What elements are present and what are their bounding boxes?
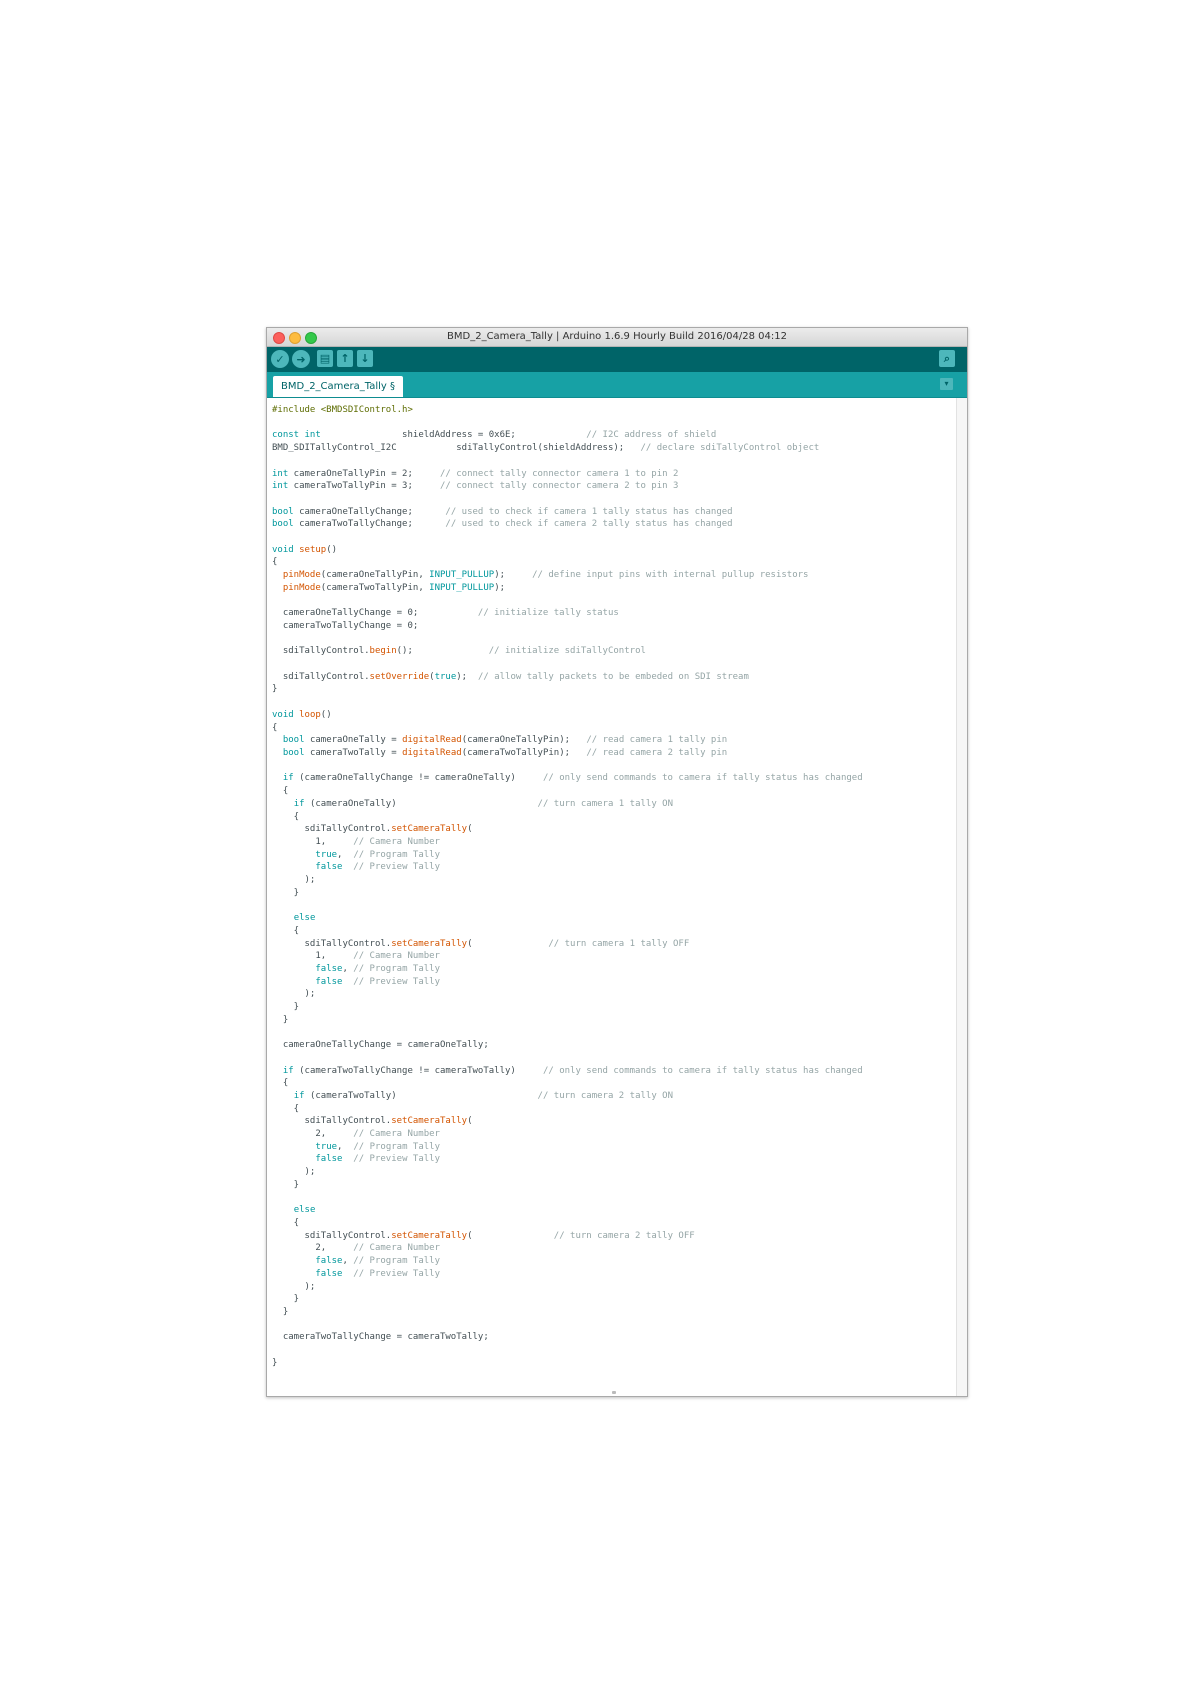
code-token: false <box>315 963 343 974</box>
window-title: BMD_2_Camera_Tally | Arduino 1.6.9 Hourly Build 2016/04/28 04:12 <box>447 331 787 342</box>
code-line <box>272 888 299 898</box>
upload-button[interactable] <box>292 350 310 368</box>
code-token: else <box>293 913 316 924</box>
code-token: cameraOneTallyPin = 2; <box>288 468 440 479</box>
code-token: cameraOneTally = <box>304 735 403 746</box>
code-line <box>272 1218 299 1228</box>
code-line <box>272 989 315 999</box>
code-token <box>272 799 294 809</box>
code-line <box>272 786 288 796</box>
code-token: // initialize tally status <box>477 608 619 619</box>
code-line <box>272 1205 315 1215</box>
code-token: { <box>272 925 300 936</box>
toolbar <box>267 347 967 372</box>
code-token: , <box>337 1141 354 1152</box>
code-token <box>272 1269 315 1279</box>
code-token <box>272 748 283 758</box>
code-token: const int <box>272 430 321 441</box>
code-line <box>272 519 733 529</box>
new-file-icon: ▤ <box>319 352 331 365</box>
code-token: // allow tally packets to be embeded on SDI stream <box>477 671 749 682</box>
code-token: digitalRead <box>402 747 462 758</box>
code-line <box>272 875 315 885</box>
code-line <box>272 1294 299 1304</box>
code-editor[interactable] <box>267 398 957 1396</box>
code-token: 2, <box>272 1243 354 1254</box>
code-token: } <box>272 1179 300 1190</box>
open-up-icon: ↑ <box>340 352 350 365</box>
code-token: false <box>315 1154 343 1165</box>
code-token: (cameraTwoTallyChange != cameraTwoTally) <box>293 1065 543 1076</box>
code-token: sdiTallyControl. <box>272 938 392 949</box>
code-token: ); <box>272 1281 316 1292</box>
code-token: cameraTwoTallyChange = 0; <box>272 620 419 631</box>
code-token: { <box>272 811 300 822</box>
code-token: sdiTallyControl. <box>272 671 370 682</box>
code-line <box>272 608 619 618</box>
code-line <box>272 481 678 491</box>
code-token: () <box>320 709 332 720</box>
code-line <box>272 723 277 733</box>
code-token: 1, <box>272 951 354 962</box>
code-token: sdiTallyControl. <box>272 824 392 835</box>
code-token: cameraTwoTally = <box>304 747 403 758</box>
code-line <box>272 748 727 758</box>
code-line <box>272 1243 440 1253</box>
tab-bar <box>267 372 967 398</box>
code-token: // Preview Tally <box>353 1268 440 1279</box>
code-line <box>272 1116 473 1126</box>
code-token: // Preview Tally <box>353 976 440 987</box>
code-line <box>272 1015 288 1025</box>
code-token: (); <box>396 646 489 657</box>
code-token: ( <box>467 1230 554 1241</box>
code-line <box>272 799 673 809</box>
code-token: int <box>272 468 289 479</box>
code-token: false <box>315 1256 343 1267</box>
arrow-right-icon: ➜ <box>296 352 306 366</box>
open-sketch-button[interactable] <box>337 350 353 367</box>
code-line <box>272 1269 440 1279</box>
code-line <box>272 646 646 656</box>
code-line <box>272 1154 440 1164</box>
check-icon: ✓ <box>275 352 285 366</box>
code-token: setCameraTally <box>391 824 468 835</box>
code-token <box>272 1154 315 1164</box>
code-token: (cameraOneTallyPin); <box>461 735 587 746</box>
code-token: true <box>315 849 338 860</box>
code-line <box>272 1040 489 1050</box>
verify-button[interactable] <box>271 350 289 368</box>
code-token: { <box>272 722 278 733</box>
code-line <box>272 1104 299 1114</box>
code-token: } <box>272 1014 289 1025</box>
code-token: ); <box>494 582 506 593</box>
code-token: ( <box>467 1116 473 1127</box>
code-token: { <box>272 786 289 797</box>
code-token: #include <BMDSDIControl.h> <box>272 405 413 415</box>
code-line <box>272 964 440 974</box>
code-line <box>272 773 863 783</box>
code-token: // used to check if camera 1 tally status has changed <box>445 506 733 517</box>
code-token: (cameraOneTallyChange != cameraOneTally) <box>293 773 543 784</box>
code-token: // turn camera 2 tally OFF <box>553 1230 695 1241</box>
code-token: // Program Tally <box>353 963 440 974</box>
code-token: if <box>282 1065 294 1076</box>
code-line <box>272 1078 288 1088</box>
tab-menu-dropdown[interactable] <box>940 378 953 390</box>
code-token: { <box>272 557 278 568</box>
code-token <box>272 570 283 580</box>
code-token: INPUT_PULLUP <box>429 570 495 581</box>
code-line <box>272 837 440 847</box>
code-token: bool <box>282 735 305 746</box>
code-token <box>272 735 283 745</box>
code-line <box>272 1282 315 1292</box>
code-line <box>272 850 440 860</box>
code-token: 1, <box>272 836 354 847</box>
code-line <box>272 1332 489 1342</box>
code-token: (cameraTwoTallyPin); <box>461 747 587 758</box>
code-token: shieldAddress = 0x6E; <box>320 430 587 441</box>
code-token: } <box>272 1306 289 1317</box>
code-token: ( <box>467 938 549 949</box>
code-token: false <box>315 862 343 873</box>
code-token: () <box>326 544 338 555</box>
arduino-ide-window <box>266 327 968 1397</box>
code-token: ); <box>494 570 533 581</box>
code-token: , <box>342 963 354 974</box>
code-token: // only send commands to camera if tally status has changed <box>542 773 863 784</box>
code-line <box>272 583 505 593</box>
code-token <box>272 1091 294 1101</box>
code-token: } <box>272 684 278 695</box>
title-bar <box>267 328 967 347</box>
code-token: // read camera 2 tally pin <box>586 747 728 758</box>
code-token <box>272 1256 315 1266</box>
code-token: true <box>434 671 457 682</box>
code-token: // Camera Number <box>353 1243 440 1254</box>
code-token: // Program Tally <box>353 849 441 860</box>
code-line <box>272 1307 288 1317</box>
code-line <box>272 507 733 517</box>
code-token: } <box>272 887 300 898</box>
code-line <box>272 405 413 415</box>
code-token: cameraOneTallyChange = 0; <box>272 608 478 619</box>
code-token: cameraTwoTallyChange; <box>293 519 446 530</box>
code-line <box>272 735 727 745</box>
code-token: if <box>293 798 305 809</box>
code-line <box>272 1129 440 1139</box>
code-token: false <box>315 976 343 987</box>
code-token: void <box>272 709 294 720</box>
code-line <box>272 926 299 936</box>
code-token: // used to check if camera 2 tally status has changed <box>445 519 733 530</box>
code-token <box>342 862 353 872</box>
code-token <box>272 964 315 974</box>
code-token <box>342 1269 353 1279</box>
tab-bmd-2-camera-tally[interactable]: BMD_2_Camera_Tally § <box>273 376 403 397</box>
code-token: else <box>293 1205 316 1216</box>
save-sketch-button[interactable] <box>357 350 373 367</box>
code-line <box>272 951 440 961</box>
magnifier-icon: ⌕ <box>943 351 951 365</box>
code-token: if <box>293 1090 305 1101</box>
serial-monitor-button[interactable] <box>939 350 955 367</box>
code-token: { <box>272 1103 300 1114</box>
code-token: , <box>337 849 354 860</box>
code-token: bool <box>272 506 294 517</box>
new-sketch-button[interactable] <box>317 350 333 367</box>
code-token: pinMode <box>282 582 321 593</box>
code-text[interactable] <box>272 404 863 1369</box>
code-token: setCameraTally <box>391 1230 468 1241</box>
code-line <box>272 469 678 479</box>
code-line <box>272 1142 440 1152</box>
code-token <box>272 773 283 783</box>
code-token: { <box>272 1218 300 1228</box>
code-token: sdiTallyControl. <box>272 1116 392 1127</box>
code-line <box>272 672 749 682</box>
code-line <box>272 1002 299 1012</box>
code-token: false <box>315 1268 343 1279</box>
code-token: // Program Tally <box>353 1141 441 1152</box>
code-token: bool <box>272 519 294 530</box>
code-token: int <box>272 481 289 492</box>
code-line <box>272 710 332 720</box>
code-line <box>272 1256 440 1266</box>
code-line <box>272 977 440 987</box>
vertical-scrollbar[interactable] <box>956 398 967 1396</box>
code-token <box>272 1066 283 1076</box>
code-token: cameraOneTallyChange = cameraOneTally; <box>272 1040 489 1051</box>
code-token: // only send commands to camera if tally status has changed <box>542 1065 863 1076</box>
code-line <box>272 570 808 580</box>
code-token: setCameraTally <box>391 1116 468 1127</box>
code-token <box>342 1154 353 1164</box>
code-token: // Preview Tally <box>353 1154 440 1165</box>
code-token: // Camera Number <box>353 1129 440 1140</box>
code-token: ); <box>272 989 316 1000</box>
code-line <box>272 545 337 555</box>
code-token: setup <box>299 544 327 555</box>
code-token: void <box>272 544 294 555</box>
code-token <box>272 583 283 593</box>
code-token: } <box>272 1002 300 1013</box>
code-line <box>272 913 315 923</box>
code-token: 2, <box>272 1129 354 1140</box>
code-line <box>272 557 277 567</box>
code-token <box>342 977 353 987</box>
code-line <box>272 1231 695 1241</box>
code-line <box>272 939 689 949</box>
code-token: bool <box>282 747 305 758</box>
code-token: (cameraTwoTally) <box>304 1090 538 1101</box>
code-token: // Camera Number <box>353 836 440 847</box>
code-token: ); <box>456 671 478 682</box>
code-token: // turn camera 1 tally ON <box>537 798 673 809</box>
code-token: ); <box>272 1167 316 1178</box>
code-token: // I2C address of shield <box>586 430 717 441</box>
code-token: // initialize sdiTallyControl <box>488 646 646 657</box>
code-line <box>272 443 819 453</box>
status-area <box>267 1388 967 1396</box>
code-token: // connect tally connector camera 1 to pin 2 <box>439 468 679 479</box>
code-token: // turn camera 1 tally OFF <box>548 938 690 949</box>
code-token: ( <box>429 671 435 682</box>
chevron-down-icon: ▾ <box>944 379 949 388</box>
code-line <box>272 621 418 631</box>
code-token: setOverride <box>369 671 430 682</box>
code-token <box>272 977 315 987</box>
code-token: ( <box>467 824 473 835</box>
code-line <box>272 684 277 694</box>
code-line <box>272 1091 673 1101</box>
code-token: // Program Tally <box>353 1256 440 1267</box>
code-token <box>272 1205 294 1215</box>
code-token: } <box>272 1294 300 1305</box>
code-token: true <box>315 1141 338 1152</box>
code-token: if <box>282 773 294 784</box>
code-token: digitalRead <box>402 735 462 746</box>
code-line <box>272 812 299 822</box>
code-token: // turn camera 2 tally ON <box>537 1090 673 1101</box>
code-token: sdiTallyControl. <box>272 1230 392 1241</box>
code-token: // Camera Number <box>353 951 440 962</box>
save-down-icon: ↓ <box>360 352 370 365</box>
code-token: (cameraOneTallyPin, <box>320 570 430 581</box>
code-token: BMD_SDITallyControl_I2C sdiTallyControl(shieldAddress); <box>272 443 641 454</box>
code-token: pinMode <box>282 570 321 581</box>
code-token <box>272 862 315 872</box>
code-token: // define input pins with internal pullup resistors <box>532 570 809 581</box>
code-token <box>272 913 294 923</box>
code-token: cameraOneTallyChange; <box>293 506 446 517</box>
code-line <box>272 430 716 440</box>
code-line <box>272 862 440 872</box>
code-token: // Preview Tally <box>353 862 440 873</box>
code-token: begin <box>369 646 397 657</box>
code-line <box>272 1167 315 1177</box>
code-line <box>272 1180 299 1190</box>
code-line <box>272 824 473 834</box>
resize-grip[interactable] <box>612 1391 616 1394</box>
code-token: setCameraTally <box>391 938 468 949</box>
code-line <box>272 1066 863 1076</box>
code-token <box>272 1142 315 1152</box>
code-token: ); <box>272 875 316 886</box>
code-token: , <box>342 1256 354 1267</box>
code-token: sdiTallyControl. <box>272 646 370 657</box>
code-token: { <box>272 1078 289 1089</box>
code-token: // read camera 1 tally pin <box>586 735 728 746</box>
code-token: // connect tally connector camera 2 to pin 3 <box>439 481 679 492</box>
code-token: loop <box>299 709 321 720</box>
code-token: INPUT_PULLUP <box>429 582 495 593</box>
code-line <box>272 1358 277 1368</box>
code-token: cameraTwoTallyChange = cameraTwoTally; <box>272 1332 489 1343</box>
code-token <box>272 850 315 860</box>
code-token: } <box>272 1357 278 1368</box>
code-token: // declare sdiTallyControl object <box>640 443 820 454</box>
code-token: cameraTwoTallyPin = 3; <box>288 481 440 492</box>
code-token: (cameraTwoTallyPin, <box>320 582 430 593</box>
code-token: (cameraOneTally) <box>304 798 538 809</box>
